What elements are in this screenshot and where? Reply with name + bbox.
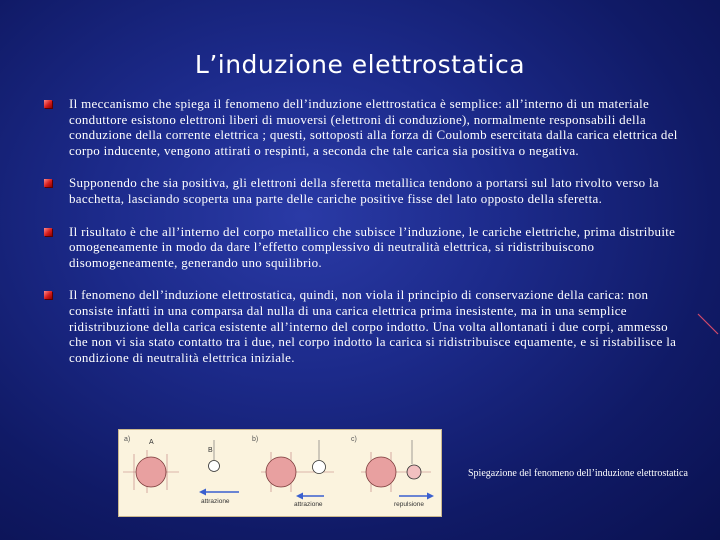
charged-sphere-c-panel [366,457,396,487]
bullet-text: Il meccanismo che spiega il fenomeno dell’induzione elettrostatica è semplice: all’interno di un materiale conduttore esistono elettroni liberi di muoversi (elettroni di conduzione), normalmente responsabili della conduzione della corrente elettrica ; questi, sottoposti alla forza di Coulomb esercitata dalla carica elettrica del corpo inducente, vengono attirati o respinti, a seconda che tale carica sia positiva o negativa. [69,96,678,158]
bullet-text: Il risultato è che all’interno del corpo metallico che subisce l’induzione, le cariche elettriche, prima distribuite omogeneamente in modo da dare l’effetto complessivo di neutralità elettrica, si ridistribuiscono disomogeneamente, generando uno squilibrio. [69,223,676,270]
decorative-line [696,312,720,336]
charged-sphere-a [136,457,166,487]
neutral-sphere-b [209,461,220,472]
arrow-label-attrazione-2: attrazione [294,501,323,508]
panel-c [361,440,434,508]
arrow-label-attrazione-1: attrazione [201,498,230,505]
panel-label-a: a) [124,436,131,443]
slide-title: L’induzione elettrostatica [194,50,526,79]
induction-diagram [119,430,441,516]
bullet-text: Il fenomeno dell’induzione elettrostatica, quindi, non viola il principio di conservazione della carica: non consiste infatti in una comparsa dal nulla di una carica elettrica prima inesistente, ma in una semplice ridistribuzione della carica esistente all’interno del corpo indotto. Una volta allontanati i due corpi, ammesso che non vi sia stato contatto tra i due, nel corpo indotto la carica si ridistribuisce equamente, e si ristabilisce la condizione di neutralità elettrica iniziale. [69,287,677,365]
bullet-marker-icon [44,291,52,299]
sphere-label-b: B [208,447,213,454]
panel-b [261,440,334,508]
bullet-item-3 [44,224,684,271]
bullet-marker-icon [44,228,52,236]
panel-a [123,439,239,505]
repelled-sphere-c-panel [407,465,421,479]
bullet-item-2 [44,175,684,206]
panel-label-c: c) [351,436,357,443]
figure-caption: Spiegazione del fenomeno dell’induzione elettrostatica [468,468,688,479]
sphere-label-a: A [149,439,154,446]
panel-label-b: b) [252,436,259,443]
bullet-item-4 [44,287,684,365]
arrow-label-repulsione: repulsione [394,501,424,508]
bullet-text: Supponendo che sia positiva, gli elettroni della sferetta metallica tendono a portarsi sul lato rivolto verso la bacchetta, lasciando scoperta una parte delle cariche positive fisse del lato opposto della sferetta. [69,175,659,206]
bullet-item-1 [44,96,684,158]
bullet-marker-icon [44,179,52,187]
induced-sphere-b-panel [313,461,326,474]
bullet-marker-icon [44,100,52,108]
bullet-list [44,96,684,382]
charged-sphere-b-panel [266,457,296,487]
induction-figure [118,429,442,517]
